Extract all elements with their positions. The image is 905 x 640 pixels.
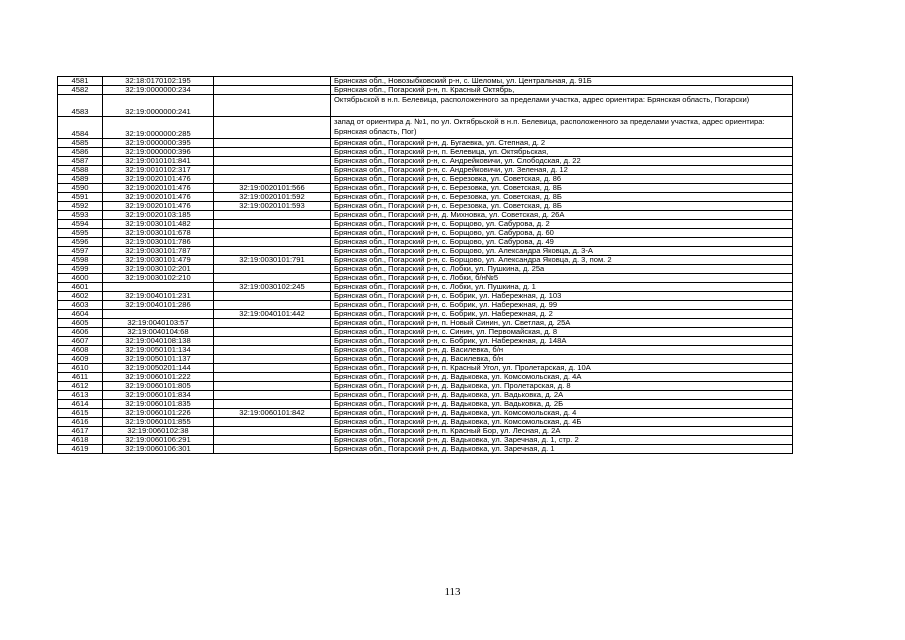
- cadastral-number-cell: 32:19:0030101:787: [103, 247, 214, 256]
- cadastral-number-cell: 32:19:0050101:137: [103, 355, 214, 364]
- cadastral-number-cell: 32:19:0060106:301: [103, 445, 214, 454]
- secondary-cadastral-number-cell: [214, 364, 331, 373]
- row-number-cell: 4584: [58, 117, 103, 139]
- row-number-cell: 4591: [58, 193, 103, 202]
- table-row: [58, 283, 793, 292]
- table-row: [58, 229, 793, 238]
- row-number-cell: 4592: [58, 202, 103, 211]
- cadastral-number-cell: 32:19:0040108:138: [103, 337, 214, 346]
- table-row: [58, 117, 793, 139]
- row-number-cell: 4605: [58, 319, 103, 328]
- address-cell: Брянская обл., Погарский р-н, д. Бугаевка, ул. Степная, д. 2: [331, 139, 793, 148]
- row-number-cell: 4608: [58, 346, 103, 355]
- table-row: [58, 373, 793, 382]
- address-cell: Брянская обл., Погарский р-н, с. Борщово, ул. Сабурова, д. 49: [331, 238, 793, 247]
- address-cell: Брянская обл., Погарский р-н, п. Белевица, ул. Октябрьская,: [331, 148, 793, 157]
- cadastral-number-cell: 32:19:0030101:786: [103, 238, 214, 247]
- row-number-cell: 4581: [58, 77, 103, 86]
- table-row: [58, 184, 793, 193]
- address-cell: Брянская обл., Погарский р-н, д. Василевка, б/н: [331, 355, 793, 364]
- table-row: [58, 148, 793, 157]
- secondary-cadastral-number-cell: [214, 355, 331, 364]
- cadastral-number-cell: 32:19:0030101:678: [103, 229, 214, 238]
- table-row: [58, 445, 793, 454]
- address-cell: Октябрьской в н.п. Белевица, расположенного за пределами участка, адрес ориентира: Брянская область, Погарски): [331, 95, 793, 117]
- address-cell: Брянская обл., Погарский р-н, п. Красный Бор, ул. Лесная, д. 2А: [331, 427, 793, 436]
- cadastral-number-cell: 32:19:0020101:476: [103, 175, 214, 184]
- row-number-cell: 4590: [58, 184, 103, 193]
- cadastral-number-cell: 32:19:0060101:835: [103, 400, 214, 409]
- table-row: [58, 310, 793, 319]
- address-cell: Брянская обл., Погарский р-н, с. Березовка, ул. Советская, д. 8Б: [331, 184, 793, 193]
- table-row: [58, 355, 793, 364]
- cadastral-number-cell: 32:19:0000000:395: [103, 139, 214, 148]
- secondary-cadastral-number-cell: [214, 211, 331, 220]
- address-cell: Брянская обл., Погарский р-н, с. Синин, ул. Первомайская, д. 8: [331, 328, 793, 337]
- table-row: [58, 301, 793, 310]
- cadastral-number-cell: 32:19:0040103:57: [103, 319, 214, 328]
- row-number-cell: 4597: [58, 247, 103, 256]
- secondary-cadastral-number-cell: [214, 175, 331, 184]
- row-number-cell: 4598: [58, 256, 103, 265]
- secondary-cadastral-number-cell: 32:19:0020101:593: [214, 202, 331, 211]
- cadastral-number-cell: 32:19:0020101:476: [103, 184, 214, 193]
- address-cell: Брянская обл., Погарский р-н, д. Вадьковка, ул. Вадьковка, д. 2А: [331, 391, 793, 400]
- row-number-cell: 4588: [58, 166, 103, 175]
- row-number-cell: 4586: [58, 148, 103, 157]
- table-row: [58, 436, 793, 445]
- secondary-cadastral-number-cell: [214, 445, 331, 454]
- secondary-cadastral-number-cell: [214, 319, 331, 328]
- table-row: [58, 238, 793, 247]
- secondary-cadastral-number-cell: [214, 220, 331, 229]
- address-cell: Брянская обл., Погарский р-н, с. Березовка, ул. Советская, д. 8Б: [331, 193, 793, 202]
- cadastral-number-cell: 32:19:0040101:286: [103, 301, 214, 310]
- table-row: [58, 247, 793, 256]
- row-number-cell: 4610: [58, 364, 103, 373]
- table-row: [58, 418, 793, 427]
- cadastral-number-cell: 32:19:0010102:317: [103, 166, 214, 175]
- secondary-cadastral-number-cell: [214, 238, 331, 247]
- address-cell: Брянская обл., Погарский р-н, с. Бобрик, ул. Набережная, д. 2: [331, 310, 793, 319]
- address-cell: Брянская обл., Погарский р-н, с. Лобки, ул. Пушкина, д. 25а: [331, 265, 793, 274]
- table-row: [58, 202, 793, 211]
- secondary-cadastral-number-cell: [214, 418, 331, 427]
- address-cell: Брянская обл., Погарский р-н, д. Вадьковка, ул. Комсомольская, д. 4А: [331, 373, 793, 382]
- row-number-cell: 4607: [58, 337, 103, 346]
- row-number-cell: 4600: [58, 274, 103, 283]
- secondary-cadastral-number-cell: 32:19:0020101:566: [214, 184, 331, 193]
- address-cell: Брянская обл., Погарский р-н, с. Березовка, ул. Советская, д. 8Б: [331, 202, 793, 211]
- row-number-cell: 4617: [58, 427, 103, 436]
- cadastral-number-cell: 32:19:0060101:222: [103, 373, 214, 382]
- table-row: [58, 346, 793, 355]
- address-cell: Брянская обл., Погарский р-н, с. Бобрик, ул. Набережная, д. 103: [331, 292, 793, 301]
- secondary-cadastral-number-cell: 32:19:0030102:245: [214, 283, 331, 292]
- cadastral-number-cell: 32:19:0010101:841: [103, 157, 214, 166]
- address-cell: Брянская обл., Погарский р-н, д. Вадьковка, ул. Комсомольская, д. 4: [331, 409, 793, 418]
- secondary-cadastral-number-cell: 32:19:0060101:842: [214, 409, 331, 418]
- secondary-cadastral-number-cell: [214, 382, 331, 391]
- table-row: [58, 193, 793, 202]
- row-number-cell: 4612: [58, 382, 103, 391]
- address-cell: Брянская обл., Погарский р-н, с. Борщово, ул. Сабурова, д. 60: [331, 229, 793, 238]
- row-number-cell: 4611: [58, 373, 103, 382]
- row-number-cell: 4601: [58, 283, 103, 292]
- address-cell: Брянская обл., Новозыбковский р-н, с. Шеломы, ул. Центральная, д. 91Б: [331, 77, 793, 86]
- address-cell: Брянская обл., Погарский р-н, д. Вадьковка, ул. Комсомольская, д. 4Б: [331, 418, 793, 427]
- cadastral-number-cell: 32:19:0030102:201: [103, 265, 214, 274]
- row-number-cell: 4614: [58, 400, 103, 409]
- secondary-cadastral-number-cell: [214, 265, 331, 274]
- table-row: [58, 328, 793, 337]
- secondary-cadastral-number-cell: 32:19:0040101:442: [214, 310, 331, 319]
- cadastral-number-cell: 32:19:0020101:476: [103, 202, 214, 211]
- secondary-cadastral-number-cell: [214, 117, 331, 139]
- address-cell: Брянская обл., Погарский р-н, с. Лобки, ул. Пушкина, д. 1: [331, 283, 793, 292]
- table-row: [58, 265, 793, 274]
- secondary-cadastral-number-cell: [214, 328, 331, 337]
- secondary-cadastral-number-cell: [214, 77, 331, 86]
- row-number-cell: 4616: [58, 418, 103, 427]
- row-number-cell: 4595: [58, 229, 103, 238]
- row-number-cell: 4603: [58, 301, 103, 310]
- table-row: [58, 400, 793, 409]
- table-row: [58, 391, 793, 400]
- address-cell: Брянская обл., Погарский р-н, с. Бобрик, ул. Набережная, д. 99: [331, 301, 793, 310]
- secondary-cadastral-number-cell: [214, 86, 331, 95]
- address-cell: Брянская обл., Погарский р-н, с. Бобрик, ул. Набережная, д. 148А: [331, 337, 793, 346]
- cadastral-number-cell: 32:19:0000000:396: [103, 148, 214, 157]
- secondary-cadastral-number-cell: [214, 400, 331, 409]
- row-number-cell: 4619: [58, 445, 103, 454]
- address-cell: Брянская обл., Погарский р-н, п. Красный Угол, ул. Пролетарская, д. 10А: [331, 364, 793, 373]
- table-row: [58, 95, 793, 117]
- secondary-cadastral-number-cell: 32:19:0020101:592: [214, 193, 331, 202]
- cadastral-number-cell: [103, 283, 214, 292]
- table-row: [58, 427, 793, 436]
- table-row: [58, 175, 793, 184]
- secondary-cadastral-number-cell: [214, 157, 331, 166]
- secondary-cadastral-number-cell: [214, 427, 331, 436]
- table-row: [58, 337, 793, 346]
- cadastral-number-cell: 32:19:0000000:234: [103, 86, 214, 95]
- cadastral-number-cell: 32:19:0060102:38: [103, 427, 214, 436]
- table-row: [58, 220, 793, 229]
- row-number-cell: 4594: [58, 220, 103, 229]
- row-number-cell: 4613: [58, 391, 103, 400]
- row-number-cell: 4593: [58, 211, 103, 220]
- address-cell: Брянская обл., Погарский р-н, д. Вадьковка, ул. Пролетарская, д. 8: [331, 382, 793, 391]
- address-cell: Брянская обл., Погарский р-н, с. Борщово, ул. Александра Яковца, д. 3-А: [331, 247, 793, 256]
- cadastral-number-cell: 32:19:0050101:134: [103, 346, 214, 355]
- table-row: [58, 256, 793, 265]
- cadastral-number-cell: [103, 310, 214, 319]
- table-row: [58, 77, 793, 86]
- row-number-cell: 4582: [58, 86, 103, 95]
- cadastral-number-cell: 32:19:0000000:285: [103, 117, 214, 139]
- row-number-cell: 4587: [58, 157, 103, 166]
- secondary-cadastral-number-cell: [214, 166, 331, 175]
- table-row: [58, 211, 793, 220]
- secondary-cadastral-number-cell: [214, 301, 331, 310]
- address-cell: Брянская обл., Погарский р-н, п. Новый Синин, ул. Светлая, д. 25А: [331, 319, 793, 328]
- row-number-cell: 4602: [58, 292, 103, 301]
- register-table: [57, 76, 793, 454]
- row-number-cell: 4585: [58, 139, 103, 148]
- address-cell: Брянская обл., Погарский р-н, с. Березовка, ул. Советская, д. 86: [331, 175, 793, 184]
- cadastral-number-cell: 32:19:0030101:482: [103, 220, 214, 229]
- register-table-body: [58, 77, 793, 454]
- table-row: [58, 319, 793, 328]
- row-number-cell: 4618: [58, 436, 103, 445]
- table-row: [58, 274, 793, 283]
- address-cell: Брянская обл., Погарский р-н, д. Вадьковка, ул. Вадьковка, д. 2Б: [331, 400, 793, 409]
- secondary-cadastral-number-cell: [214, 292, 331, 301]
- row-number-cell: 4609: [58, 355, 103, 364]
- row-number-cell: 4596: [58, 238, 103, 247]
- table-row: [58, 382, 793, 391]
- address-cell: Брянская обл., Погарский р-н, с. Борщово, ул. Сабурова, д. 2: [331, 220, 793, 229]
- address-cell: Брянская обл., Погарский р-н, д. Михновка, ул. Советская, д. 26А: [331, 211, 793, 220]
- table-row: [58, 139, 793, 148]
- address-cell: Брянская обл., Погарский р-н, п. Красный Октябрь,: [331, 86, 793, 95]
- cadastral-number-cell: 32:19:0020101:476: [103, 193, 214, 202]
- row-number-cell: 4583: [58, 95, 103, 117]
- address-cell: Брянская обл., Погарский р-н, д. Василевка, б/н: [331, 346, 793, 355]
- table-row: [58, 166, 793, 175]
- cadastral-number-cell: 32:19:0060101:834: [103, 391, 214, 400]
- row-number-cell: 4599: [58, 265, 103, 274]
- cadastral-number-cell: 32:18:0170102:195: [103, 77, 214, 86]
- page-number: 113: [444, 586, 461, 598]
- row-number-cell: 4606: [58, 328, 103, 337]
- secondary-cadastral-number-cell: [214, 373, 331, 382]
- table-row: [58, 409, 793, 418]
- address-cell: Брянская обл., Погарский р-н, с. Лобки, б/н№5: [331, 274, 793, 283]
- cadastral-number-cell: 32:19:0060101:855: [103, 418, 214, 427]
- cadastral-number-cell: 32:19:0000000:241: [103, 95, 214, 117]
- cadastral-number-cell: 32:19:0020103:185: [103, 211, 214, 220]
- secondary-cadastral-number-cell: [214, 391, 331, 400]
- secondary-cadastral-number-cell: [214, 229, 331, 238]
- table-row: [58, 292, 793, 301]
- cadastral-number-cell: 32:19:0050201:144: [103, 364, 214, 373]
- address-cell: Брянская обл., Погарский р-н, д. Вадьковка, ул. Заречная, д. 1, стр. 2: [331, 436, 793, 445]
- address-cell: Брянская обл., Погарский р-н, с. Андрейковичи, ул. Зеленая, д. 12: [331, 166, 793, 175]
- secondary-cadastral-number-cell: [214, 247, 331, 256]
- row-number-cell: 4615: [58, 409, 103, 418]
- row-number-cell: 4589: [58, 175, 103, 184]
- table-row: [58, 86, 793, 95]
- secondary-cadastral-number-cell: [214, 346, 331, 355]
- secondary-cadastral-number-cell: [214, 95, 331, 117]
- address-cell: Брянская обл., Погарский р-н, д. Вадьковка, ул. Заречная, д. 1: [331, 445, 793, 454]
- row-number-cell: 4604: [58, 310, 103, 319]
- table-row: [58, 364, 793, 373]
- address-cell: запад от ориентира д. №1, по ул. Октябрьской в н.п. Белевица, расположенного за пределами участка, адрес ориентира: Брянская область, Пог): [331, 117, 793, 139]
- cadastral-number-cell: 32:19:0040101:231: [103, 292, 214, 301]
- secondary-cadastral-number-cell: [214, 139, 331, 148]
- secondary-cadastral-number-cell: [214, 274, 331, 283]
- table-row: [58, 157, 793, 166]
- secondary-cadastral-number-cell: [214, 337, 331, 346]
- cadastral-number-cell: 32:19:0060101:226: [103, 409, 214, 418]
- address-cell: Брянская обл., Погарский р-н, с. Борщово, ул. Александра Яковца, д. 3, пом. 2: [331, 256, 793, 265]
- cadastral-number-cell: 32:19:0040104:68: [103, 328, 214, 337]
- cadastral-number-cell: 32:19:0030101:479: [103, 256, 214, 265]
- secondary-cadastral-number-cell: [214, 148, 331, 157]
- cadastral-number-cell: 32:19:0060106:291: [103, 436, 214, 445]
- secondary-cadastral-number-cell: 32:19:0030101:791: [214, 256, 331, 265]
- cadastral-number-cell: 32:19:0030102:210: [103, 274, 214, 283]
- address-cell: Брянская обл., Погарский р-н, с. Андрейковичи, ул. Слободская, д. 22: [331, 157, 793, 166]
- secondary-cadastral-number-cell: [214, 436, 331, 445]
- cadastral-number-cell: 32:19:0060101:805: [103, 382, 214, 391]
